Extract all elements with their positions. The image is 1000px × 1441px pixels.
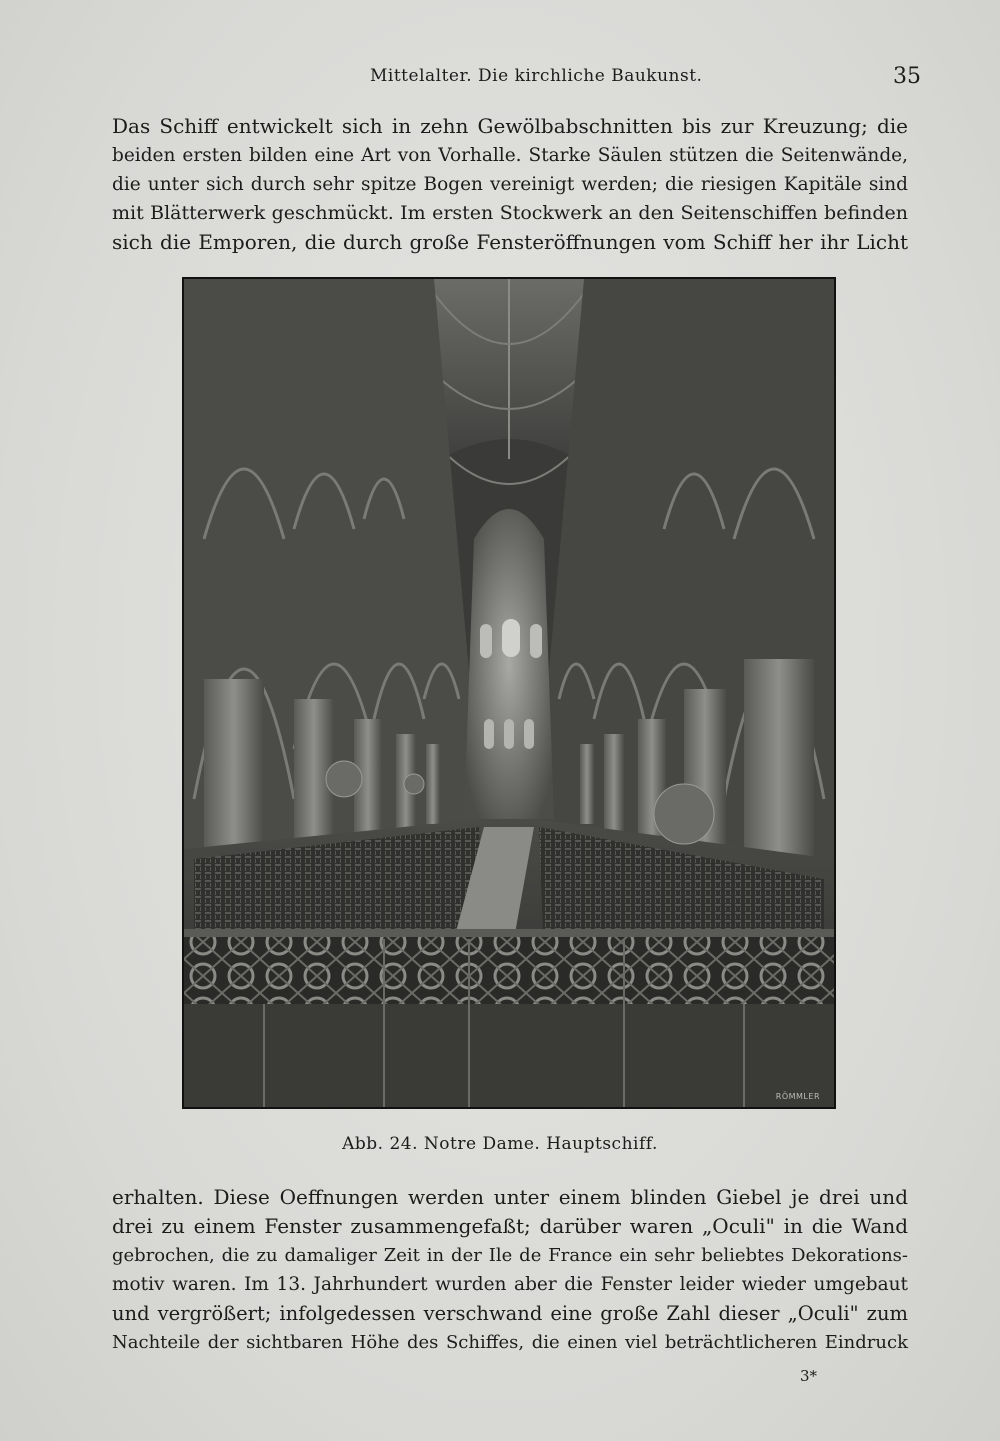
- apse: [464, 509, 554, 819]
- photo-credit: RÖMMLER: [775, 1092, 820, 1101]
- text-line: gebrochen, die zu damaliger Zeit in der Ile de France ein sehr beliebtes Dekorations-: [112, 1245, 908, 1266]
- pillar: [426, 744, 440, 824]
- text-line: drei zu einem Fenster zusammengefaßt; darüber waren „Oculi" in die Wand: [112, 1214, 908, 1238]
- railing-gate-panels: [184, 1004, 834, 1107]
- nave-illustration: [184, 279, 834, 1107]
- pillar: [580, 744, 594, 824]
- text-line: Das Schiff entwickelt sich in zehn Gewölbabschnitten bis zur Kreuzung; die: [112, 114, 908, 138]
- clerestory-window: [480, 624, 492, 658]
- text-line: Nachteile der sichtbaren Höhe des Schiffes, die einen viel beträchtlicheren Eindruck: [112, 1332, 908, 1353]
- pillar: [204, 679, 264, 859]
- running-head: [0, 66, 1000, 92]
- running-head-title: Mittelalter. Die kirchliche Baukunst.: [370, 66, 703, 86]
- signature-mark: 3*: [800, 1367, 818, 1385]
- page-number: 35: [893, 64, 921, 89]
- text-line: mit Blätterwerk geschmückt. Im ersten Stockwerk an den Seitenschiffen befinden: [112, 202, 908, 224]
- clerestory-window: [530, 624, 542, 658]
- clerestory-window: [502, 619, 520, 657]
- text-line: und vergrößert; infolgedessen verschwand eine große Zahl dieser „Oculi" zum: [112, 1302, 908, 1325]
- cathedral-nave-photograph: [182, 277, 836, 1109]
- text-line: die unter sich durch sehr spitze Bogen vereinigt werden; die riesigen Kapitäle sind: [112, 174, 908, 195]
- text-line: erhalten. Diese Oeffnungen werden unter einem blinden Giebel je drei und: [112, 1185, 908, 1209]
- pillar: [604, 734, 624, 844]
- paragraph-top: [112, 112, 908, 257]
- text-line: beiden ersten bilden eine Art von Vorhalle. Starke Säulen stützen die Seitenwände,: [112, 145, 908, 166]
- paragraph-bottom: [112, 1183, 908, 1357]
- text-line: motiv waren. Im 13. Jahrhundert wurden aber die Fenster leider wieder umgebaut: [112, 1274, 908, 1295]
- text-line: sich die Emporen, die durch große Fensteröffnungen vom Schiff her ihr Licht: [112, 230, 908, 254]
- figure-caption: Abb. 24. Notre Dame. Hauptschiff.: [342, 1134, 658, 1154]
